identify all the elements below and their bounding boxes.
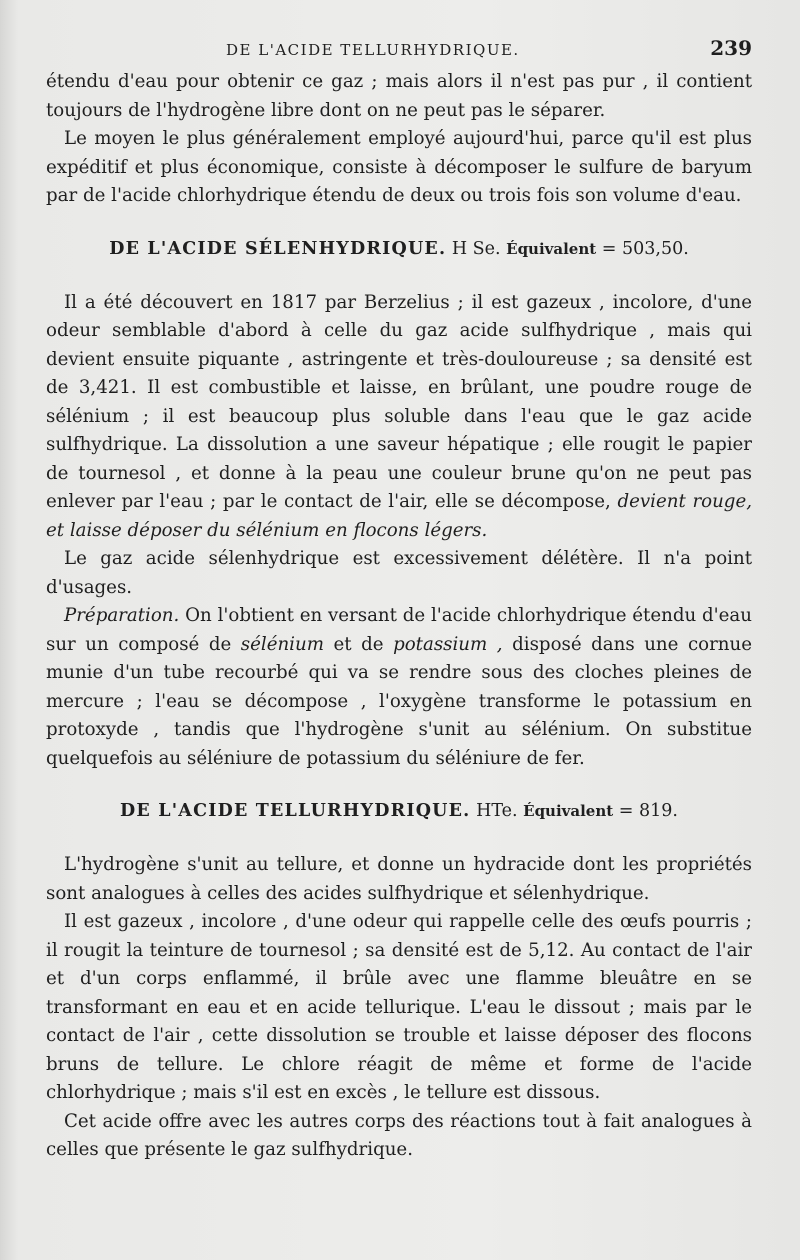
paragraph-selenhydrique-preparation bbox=[46, 602, 752, 773]
paragraph-tellurhydrique-properties: Il est gazeux , incolore , d'une odeur qui rappelle celle des œufs pourris ; il rougit la teinture de tournesol ; sa densité est de 5,12. Au contact de l'air et d'un corps enflammé, il brûle avec une flamme bleuâtre en se transformant en eau et en acide tellurique. L'eau le dissout ; mais par le contact de l'air , cette dissolution se trouble et laisse déposer des flocons bruns de tellure. Le chlore réagit de même et forme de l'acide chlorhydrique ; mais s'il est en excès , le tellure est dissous. bbox=[46, 911, 752, 1103]
equivalent-value: = 503,50. bbox=[601, 238, 689, 259]
paragraph-method: Le moyen le plus généralement employé aujourd'hui, parce qu'il est plus expéditif et plus économique, consiste à décomposer le sulfure de baryum par de l'acide chlorhydrique étendu de deux ou trois fois son volume d'eau. bbox=[46, 128, 752, 206]
chemical-formula: HTe. bbox=[476, 801, 518, 821]
paragraph-text: Il a été découvert en 1817 par Berzelius ; il est gazeux , incolore, d'une odeur semblable d'abord à celle du gaz acide sulfhydrique , mais qui devient ensuite piquante , astringente et très-douloureuse ; sa densité est de 3,421. Il est combustible et laisse, en brûlant, une poudre rouge de sélénium ; il est beaucoup plus soluble dans l'eau que le gaz acide sulfhydrique. La dissolution a une saveur hépatique ; elle rougit le papier de tournesol , et donne à la peau une couleur brune qu'on ne peut pas enlever par l'eau ; par le contact de l'air, elle se décompose, bbox=[46, 291, 752, 512]
italic-potassium: potassium , bbox=[393, 633, 503, 655]
page-number: 239 bbox=[710, 36, 752, 60]
section-heading-selenhydrique bbox=[46, 235, 752, 263]
preparation-label: Préparation. bbox=[64, 605, 180, 626]
paragraph-tellurhydrique-intro: L'hydrogène s'unit au tellure, et donne un hydracide dont les propriétés sont analogues à celles des acides sulfhydrique et sélenhydrique. bbox=[46, 854, 752, 904]
paragraph-text: disposé dans une cornue munie d'un tube recourbé qui va se rendre sous des cloches pleines de mercure ; l'eau se décompose , l'oxygène transforme le potassium en protoxyde , tandis que l'hydrogène s'unit au sélénium. On substitue quelquefois au séléniure de potassium du séléniure de fer. bbox=[46, 633, 752, 769]
paragraph-text: On l'obtient en versant de l'acide chlorhydrique étendu d'eau sur un composé de bbox=[46, 605, 752, 655]
paragraph-text: et de bbox=[333, 633, 384, 655]
running-header bbox=[226, 36, 752, 68]
equivalent-label: Équivalent bbox=[506, 239, 597, 258]
equivalent-value: = 819. bbox=[618, 801, 678, 821]
section-heading-tellurhydrique bbox=[46, 797, 752, 825]
running-title: DE L'ACIDE TELLURHYDRIQUE. bbox=[226, 41, 520, 59]
section-title: DE L'ACIDE TELLURHYDRIQUE. bbox=[120, 801, 471, 821]
paragraph-continuation: étendu d'eau pour obtenir ce gaz ; mais alors il n'est pas pur , il contient toujours de l'hydrogène libre dont on ne peut pas le séparer. bbox=[46, 71, 752, 121]
paragraph-selenhydrique-toxicity: Le gaz acide sélenhydrique est excessivement délétère. Il n'a point d'usages. bbox=[46, 548, 752, 598]
chemical-formula: H Se. bbox=[451, 238, 501, 259]
paragraph-tellurhydrique-reactions: Cet acide offre avec les autres corps des réactions tout à fait analogues à celles que présente le gaz sulfhydrique. bbox=[46, 1110, 752, 1160]
italic-selenium: sélénium bbox=[240, 633, 324, 655]
italic-text: devient rouge, et laisse déposer du sélénium en flocons légers. bbox=[46, 491, 752, 541]
section-title: DE L'ACIDE SÉLENHYDRIQUE. bbox=[109, 238, 447, 259]
paragraph-selenhydrique-properties bbox=[46, 289, 752, 546]
equivalent-label: Équivalent bbox=[523, 802, 614, 820]
